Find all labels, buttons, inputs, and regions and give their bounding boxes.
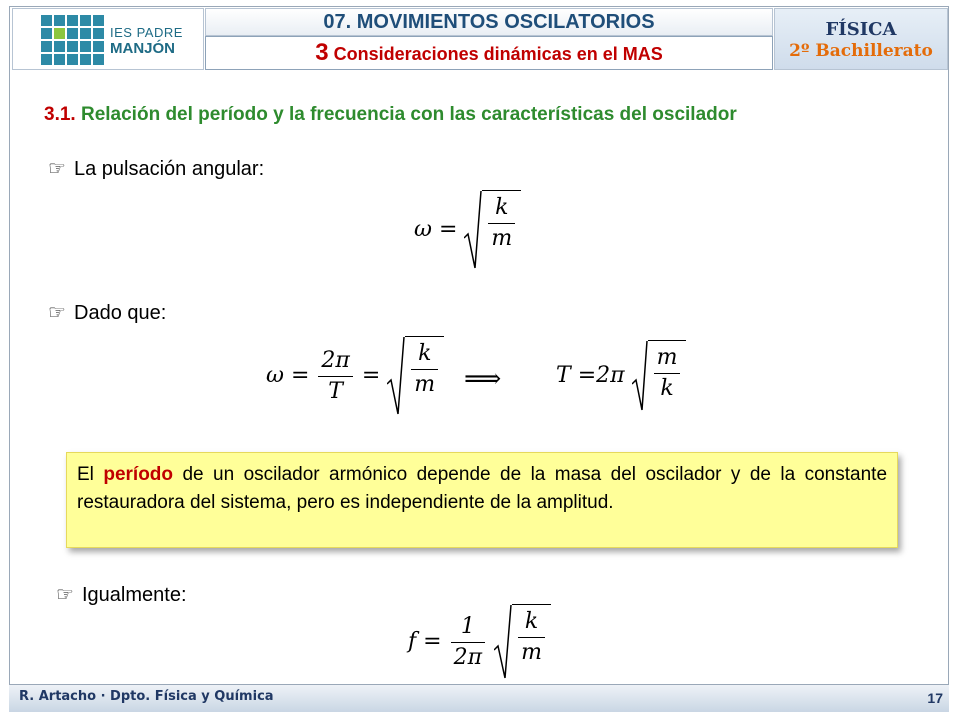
radical-icon bbox=[632, 340, 648, 412]
bullet-text: Dado que: bbox=[74, 302, 167, 324]
symbol-equals: = bbox=[438, 217, 458, 242]
denominator-2pi: 2π bbox=[453, 644, 483, 670]
sqrt bbox=[464, 190, 521, 270]
implies-arrow: ⟹ bbox=[464, 364, 502, 394]
denominator-m: m bbox=[491, 226, 513, 251]
course-name: 2º Bachillerato bbox=[789, 41, 933, 61]
symbol-equals: = bbox=[290, 363, 310, 388]
note-pre: El bbox=[77, 464, 94, 485]
sqrt bbox=[387, 336, 444, 416]
logo-line1: IES PADRE bbox=[110, 25, 183, 40]
logo-text bbox=[110, 25, 183, 57]
bullet-text: Igualmente: bbox=[82, 584, 187, 606]
subject-name: FÍSICA bbox=[825, 19, 897, 40]
subsection-number: 3.1. bbox=[44, 104, 76, 125]
bullet-given-that bbox=[48, 300, 166, 325]
bullet-angular-frequency bbox=[48, 156, 264, 181]
page-number: 17 bbox=[927, 690, 943, 706]
note-text: de un oscilador armónico depende de la masa del oscilador y de la constante restauradora del sistema, pero es independiente de la amplitud. bbox=[77, 464, 888, 513]
formula-omega-period bbox=[266, 336, 444, 416]
section-header bbox=[205, 36, 773, 70]
subject-badge bbox=[774, 8, 948, 70]
radical-icon bbox=[464, 190, 482, 270]
denominator-T: T bbox=[328, 378, 343, 404]
pointing-hand-icon: ☞ bbox=[48, 158, 66, 180]
sqrt bbox=[494, 604, 551, 680]
symbol-omega: ω bbox=[266, 363, 284, 388]
section-title: Consideraciones dinámicas en el MAS bbox=[333, 44, 663, 64]
pointing-hand-icon: ☞ bbox=[56, 584, 74, 606]
formula-period bbox=[556, 340, 686, 412]
symbol-equals: = bbox=[423, 629, 442, 654]
symbol-equals: = bbox=[577, 363, 597, 388]
numerator-m: m bbox=[654, 343, 681, 374]
radical-icon bbox=[387, 336, 405, 416]
logo-line2: MANJÓN bbox=[110, 40, 176, 57]
sqrt bbox=[632, 340, 687, 412]
denominator-m: m bbox=[521, 640, 542, 665]
section-number: 3 bbox=[315, 39, 329, 66]
pointing-hand-icon: ☞ bbox=[48, 302, 66, 324]
bullet-likewise bbox=[56, 582, 187, 607]
radical-icon bbox=[494, 604, 512, 680]
fraction-1-over-2pi bbox=[451, 612, 485, 673]
symbol-f: f bbox=[408, 629, 417, 654]
numerator-1: 1 bbox=[451, 612, 485, 643]
fraction-2pi-over-T bbox=[318, 346, 352, 407]
symbol-omega: ω bbox=[414, 217, 432, 242]
formula-frequency bbox=[408, 604, 551, 680]
symbol-2pi: 2π bbox=[596, 363, 625, 388]
numerator-2pi: 2π bbox=[318, 346, 352, 377]
school-logo bbox=[12, 8, 204, 70]
denominator-k: k bbox=[660, 376, 674, 401]
formula-omega bbox=[414, 190, 521, 270]
symbol-T: T bbox=[556, 363, 571, 388]
numerator-k: k bbox=[411, 339, 438, 370]
denominator-m: m bbox=[414, 372, 436, 397]
numerator-k: k bbox=[488, 193, 515, 224]
unit-title: 07. MOVIMIENTOS OSCILATORIOS bbox=[205, 8, 773, 36]
note-highlight: período bbox=[103, 464, 174, 485]
footer-author: R. Artacho · Dpto. Física y Química bbox=[19, 689, 274, 704]
symbol-equals: = bbox=[361, 363, 381, 388]
subsection-title bbox=[44, 104, 737, 126]
footer bbox=[9, 684, 949, 712]
period-note-box bbox=[66, 452, 898, 548]
subsection-text: Relación del período y la frecuencia con las características del oscilador bbox=[80, 104, 737, 125]
numerator-k: k bbox=[518, 607, 545, 638]
bullet-text: La pulsación angular: bbox=[74, 158, 265, 180]
